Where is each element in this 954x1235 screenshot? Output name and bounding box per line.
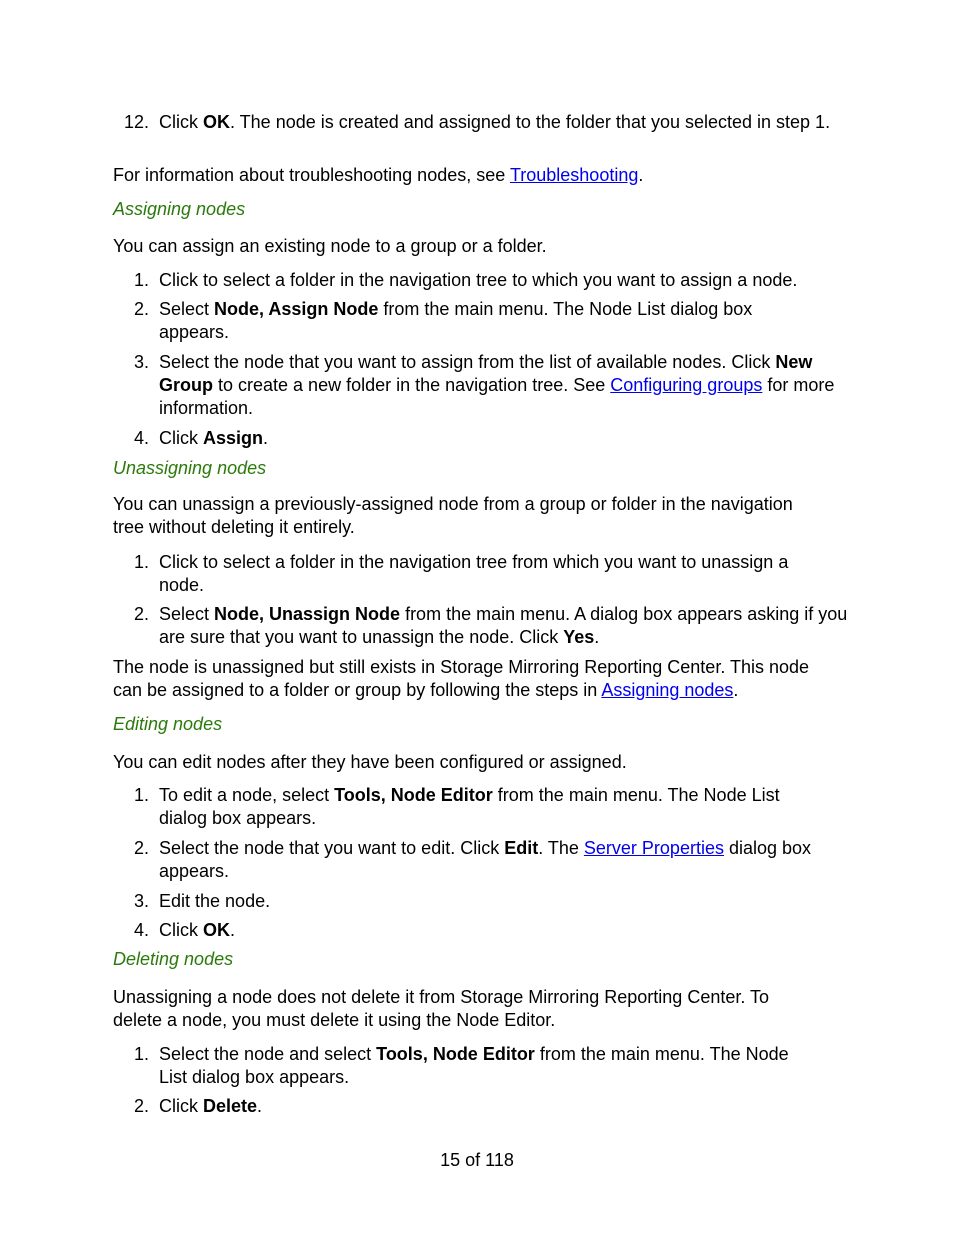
step-number: 3. (133, 891, 149, 911)
assigning-step-1: Click to select a folder in the navigation tree to which you want to assign a node. (159, 270, 798, 290)
section-heading-editing-nodes: Editing nodes (113, 714, 223, 734)
troubleshooting-paragraph: For information about troubleshooting nodes, see Troubleshooting. (113, 165, 644, 185)
step-number: 1. (133, 785, 149, 805)
step-12-text: Click OK. The node is created and assigned to the folder that you selected in step 1. (159, 112, 831, 132)
step-number: 1. (133, 1044, 149, 1064)
section-heading-unassigning-nodes: Unassigning nodes (113, 458, 267, 478)
editing-step-2: Select the node that you want to edit. Click Edit. The Server Properties dialog box appears. (159, 838, 812, 881)
server-properties-link[interactable]: Server Properties (583, 838, 724, 858)
deleting-intro: Unassigning a node does not delete it from Storage Mirroring Reporting Center. To delete a node, you must delete it using the Node Editor. (113, 987, 770, 1030)
page-number: 15 of 118 (440, 1150, 514, 1170)
step-number: 12. (123, 112, 149, 132)
assigning-step-4: Click Assign. (159, 428, 269, 448)
editing-step-3: Edit the node. (159, 891, 271, 911)
unassigning-outro: The node is unassigned but still exists in Storage Mirroring Reporting Center. This node can be assigned to a folder or group by following the steps in Assigning nodes. (113, 657, 810, 700)
assigning-nodes-link[interactable]: Assigning nodes (601, 680, 734, 700)
step-number: 2. (133, 1096, 149, 1116)
section-heading-deleting-nodes: Deleting nodes (113, 949, 234, 969)
step-number: 4. (133, 920, 149, 940)
editing-step-4: Click OK. (159, 920, 236, 940)
assigning-step-2: Select Node, Assign Node from the main menu. The Node List dialog box appears. (159, 299, 753, 342)
step-number: 2. (133, 604, 149, 624)
unassigning-step-1: Click to select a folder in the navigation tree from which you want to unassign a node. (159, 552, 789, 595)
editing-step-1: To edit a node, select Tools, Node Editor from the main menu. The Node List dialog box appears. (159, 785, 780, 828)
step-number: 4. (133, 428, 149, 448)
editing-intro: You can edit nodes after they have been configured or assigned. (113, 752, 627, 772)
step-number: 1. (133, 270, 149, 290)
step-number: 2. (133, 838, 149, 858)
deleting-step-2: Click Delete. (159, 1096, 263, 1116)
step-number: 2. (133, 299, 149, 319)
section-heading-assigning-nodes: Assigning nodes (113, 199, 246, 219)
step-number: 1. (133, 552, 149, 572)
assigning-intro: You can assign an existing node to a group or a folder. (113, 236, 547, 256)
configuring-groups-link[interactable]: Configuring groups (610, 375, 763, 395)
assigning-step-3: Select the node that you want to assign from the list of available nodes. Click New Group to create a new folder in the navigation tree. See Configuring groups for more information. (159, 352, 835, 418)
step-number: 3. (133, 352, 149, 372)
deleting-step-1: Select the node and select Tools, Node Editor from the main menu. The Node List dialog box appears. (159, 1044, 789, 1087)
unassigning-step-2: Select Node, Unassign Node from the main menu. A dialog box appears asking if you are sure that you want to unassign the node. Click Yes. (159, 604, 848, 647)
unassigning-intro: You can unassign a previously-assigned node from a group or folder in the navigation tree without deleting it entirely. (113, 494, 793, 537)
troubleshooting-link[interactable]: Troubleshooting (509, 165, 639, 185)
